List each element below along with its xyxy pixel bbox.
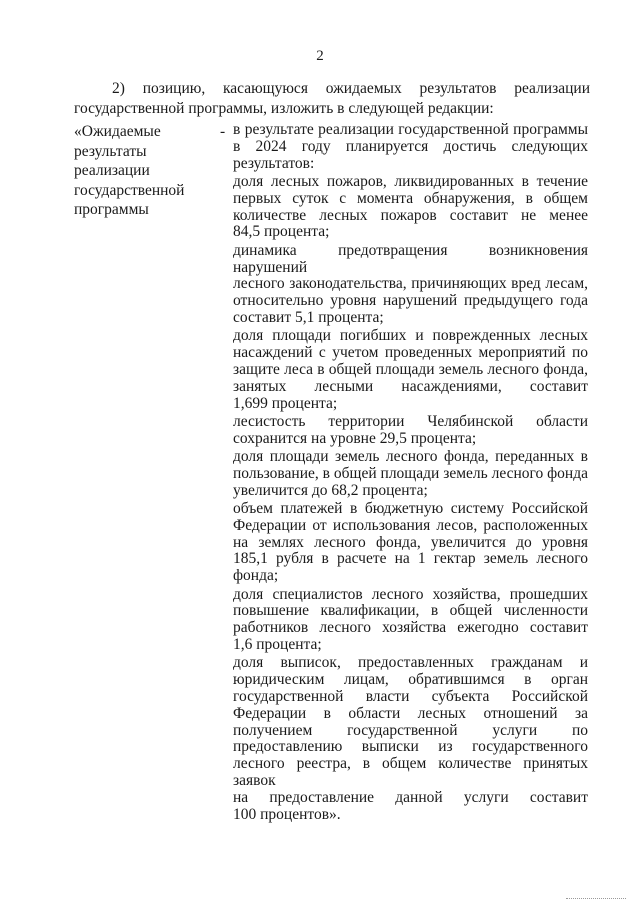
result-line: результатов: — [233, 154, 315, 172]
intro-line-2: государственной программы, изложить в следующей редакции: — [74, 99, 494, 117]
result-paragraph — [233, 328, 588, 412]
result-paragraph — [233, 414, 588, 448]
result-line: защите леса в общей площади земель лесного фонда, — [233, 360, 588, 378]
result-line: в результате реализации государственной программы — [233, 121, 588, 138]
result-line: в 2024 году планируется достичь следующих — [233, 137, 588, 155]
section-label-line: «Ожидаемые — [74, 123, 161, 140]
result-line: увеличится до 68,2 процента; — [233, 481, 428, 499]
result-line: 185,1 рубля в расчете на 1 гектар земель лесного — [233, 550, 588, 568]
result-paragraph — [233, 655, 588, 823]
intro-word: ожидаемых — [325, 80, 402, 97]
result-line: доля площади погибших и поврежденных лесных — [233, 327, 588, 345]
intro-word: 2) — [112, 80, 125, 97]
result-paragraph — [233, 243, 588, 327]
result-line: 1,699 процента; — [233, 394, 338, 412]
result-line: насаждений с учетом проведенных мероприятий по — [233, 344, 588, 362]
result-line: сохранится на уровне 29,5 процента; — [233, 429, 477, 447]
result-line: на землях лесного фонда, увеличится до уровня — [233, 533, 588, 551]
result-line: пользование, в общей площади земель лесного фонда — [233, 464, 588, 482]
result-line: составит 5,1 процента; — [233, 308, 384, 326]
result-line: доля лесных пожаров, ликвидированных в течение — [233, 172, 588, 190]
section-label-line: программы — [74, 201, 149, 218]
result-line: количестве лесных пожаров составит не менее — [233, 206, 588, 224]
section-label-line: результаты — [74, 142, 147, 160]
result-line: лесного законодательства, причиняющих вред лесам, — [233, 275, 588, 293]
result-paragraph — [233, 449, 588, 499]
result-line: доля выписок, предоставленных гражданам и — [233, 654, 588, 672]
result-paragraph — [233, 122, 588, 172]
result-line: динамика предотвращения возникновения нарушений — [233, 241, 588, 276]
result-line: объем платежей в бюджетную систему Российской — [233, 500, 588, 518]
intro-paragraph — [74, 79, 590, 118]
result-line: доля площади земель лесного фонда, переданных в — [233, 448, 588, 466]
result-line: работников лесного хозяйства ежегодно составит — [233, 619, 588, 637]
result-line: Федерации в области лесных отношений за — [233, 704, 588, 722]
section-label-line: реализации — [74, 162, 150, 179]
result-paragraph — [233, 587, 588, 654]
result-line: лесистость территории Челябинской области — [233, 412, 588, 430]
scan-mark — [566, 898, 626, 901]
result-line: юридическим лицам, обратившимся в орган — [233, 671, 588, 689]
separator-dash: - — [220, 123, 226, 140]
intro-word: касающуюся — [222, 80, 308, 97]
section-label-line: государственной — [74, 181, 185, 199]
result-line: Федерации от использования лесов, расположенных — [233, 516, 588, 534]
result-line: получением государственной услуги по — [233, 721, 588, 739]
result-line: предоставлению выписки из государственного — [233, 738, 588, 756]
result-paragraph — [233, 174, 588, 241]
section-label — [74, 122, 204, 220]
intro-line-1 — [74, 79, 590, 99]
result-line: повышение квалификации, в общей численности — [233, 602, 588, 620]
result-line: государственной власти субъекта Российской — [233, 688, 588, 706]
result-line: 1,6 процента; — [233, 636, 322, 654]
result-line: 84,5 процента; — [233, 223, 330, 241]
expected-results-list — [233, 122, 588, 825]
intro-word: реализации — [514, 80, 590, 97]
result-line: доля специалистов лесного хозяйства, прошедших — [233, 585, 588, 603]
result-line: первых суток с момента обнаружения, в общем — [233, 189, 588, 207]
result-line: относительно уровня нарушений предыдущего года — [233, 292, 588, 310]
result-line: лесного реестра, в общем количестве принятых заявок — [233, 755, 588, 790]
intro-word: результатов — [419, 80, 497, 97]
result-line: фонда; — [233, 567, 279, 585]
page-number: 2 — [316, 48, 324, 64]
result-line: на предоставление данной услуги составит — [233, 788, 588, 806]
result-line: 100 процентов». — [233, 805, 341, 823]
result-paragraph — [233, 501, 588, 585]
intro-word: позицию, — [142, 80, 206, 97]
result-line: занятых лесными насаждениями, составит — [233, 377, 588, 395]
